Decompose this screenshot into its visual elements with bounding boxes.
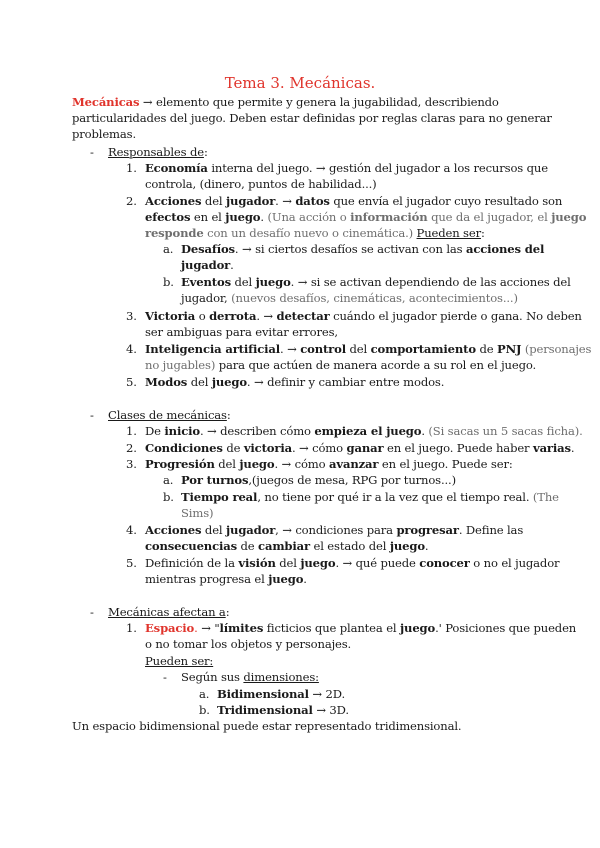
bold: cambiar bbox=[258, 539, 310, 553]
bold: Victoria bbox=[145, 309, 196, 323]
sub-item-tiempo-real bbox=[181, 489, 559, 505]
sub-item-eventos bbox=[181, 274, 571, 290]
heading-text: Clases de mecánicas bbox=[108, 408, 227, 422]
item-number: 1. bbox=[126, 161, 137, 175]
bold: inicio bbox=[164, 424, 200, 438]
sub-item-tiempo-real-line-2: Sims) bbox=[181, 506, 214, 520]
sub-item-bidimensional bbox=[217, 686, 345, 702]
bold: jugador bbox=[181, 258, 231, 272]
sub-letter: b. bbox=[163, 490, 174, 504]
heading-text: Responsables de bbox=[108, 145, 204, 159]
colon: : bbox=[480, 226, 485, 240]
intro-term: Mecánicas bbox=[72, 95, 140, 109]
bold: Bidimensional bbox=[217, 687, 309, 701]
underlined: Pueden ser bbox=[416, 226, 481, 240]
intro-arrow: → bbox=[139, 95, 157, 109]
gray-text: con un desafío nuevo o cinemática.) bbox=[203, 226, 417, 240]
text: o no el jugador bbox=[469, 556, 560, 570]
text: . bbox=[570, 441, 575, 455]
sub-letter: a. bbox=[163, 242, 174, 256]
item-number: 3. bbox=[126, 309, 137, 323]
bold: Economía bbox=[145, 161, 208, 175]
bullet: - bbox=[90, 408, 94, 422]
bold: responde bbox=[145, 226, 204, 240]
section-heading-responsables bbox=[108, 144, 208, 160]
bold: juego bbox=[211, 375, 247, 389]
item-condiciones bbox=[145, 440, 574, 456]
bold: derrota bbox=[209, 309, 257, 323]
item-acciones-line-2 bbox=[145, 209, 586, 225]
bold: información bbox=[350, 210, 428, 224]
text: del bbox=[345, 342, 371, 356]
text: del bbox=[201, 194, 227, 208]
segun-dimensiones bbox=[181, 669, 319, 685]
bold: empieza el juego bbox=[314, 424, 422, 438]
bold: juego bbox=[239, 457, 275, 471]
item-victoria-line-2: ser ambiguas para evitar errores, bbox=[145, 325, 338, 339]
item-vision-line-2 bbox=[145, 571, 307, 587]
bold: visión bbox=[238, 556, 276, 570]
item-espacio bbox=[145, 620, 576, 636]
gray-text: no jugables) bbox=[145, 358, 216, 372]
bold: PNJ bbox=[497, 342, 522, 356]
red-bold: Espacio bbox=[145, 621, 195, 635]
section-heading-clases bbox=[108, 407, 231, 423]
text: Definición de la bbox=[145, 556, 239, 570]
bold: Por turnos bbox=[181, 473, 249, 487]
bold: juego bbox=[400, 621, 436, 635]
bold: progresar bbox=[396, 523, 459, 537]
gray-text: (nuevos desafíos, cinemáticas, acontecimientos...) bbox=[231, 291, 518, 305]
text: . → cómo bbox=[274, 457, 330, 471]
bullet: - bbox=[90, 145, 94, 159]
sub-letter: b. bbox=[163, 275, 174, 289]
bold: Condiciones bbox=[145, 441, 223, 455]
bold: detectar bbox=[276, 309, 330, 323]
text: . → si ciertos desafíos se activan con las bbox=[234, 242, 466, 256]
heading-text: Mecánicas afectan a bbox=[108, 605, 226, 619]
bold: Eventos bbox=[181, 275, 231, 289]
bold: datos bbox=[295, 194, 330, 208]
item-progresion bbox=[145, 456, 513, 472]
text: cuándo el jugador pierde o gana. No deben bbox=[329, 309, 582, 323]
bold: Desafíos bbox=[181, 242, 235, 256]
heading-colon: : bbox=[203, 145, 208, 159]
text: . bbox=[424, 539, 429, 553]
text: . bbox=[230, 258, 234, 272]
gray-text: (personajes bbox=[521, 342, 592, 356]
item-modos bbox=[145, 374, 444, 390]
sub-item-desafios bbox=[181, 241, 544, 257]
intro-line-3: problemas. bbox=[72, 127, 136, 141]
bold: efectos bbox=[145, 210, 191, 224]
text: el estado del bbox=[309, 539, 390, 553]
bold: Acciones bbox=[145, 194, 202, 208]
bold: juego bbox=[255, 275, 291, 289]
text: que envía el jugador cuyo resultado son bbox=[329, 194, 563, 208]
pueden-ser-label: Pueden ser: bbox=[145, 654, 214, 668]
sub-item-desafios-line-2 bbox=[181, 257, 234, 273]
bold: jugador bbox=[226, 523, 276, 537]
text: de bbox=[475, 342, 498, 356]
item-economia-line-2: controla, (dinero, puntos de habilidad...) bbox=[145, 177, 377, 191]
bold: juego bbox=[268, 572, 304, 586]
text: del bbox=[214, 457, 240, 471]
text: De bbox=[145, 424, 165, 438]
item-number: 1. bbox=[126, 424, 137, 438]
text: → 2D. bbox=[308, 687, 345, 701]
bold: Progresión bbox=[145, 457, 215, 471]
text: mientras progresa el bbox=[145, 572, 269, 586]
item-acciones-line-3 bbox=[145, 225, 485, 241]
underlined: dimensiones: bbox=[243, 670, 319, 684]
text: . → bbox=[280, 342, 301, 356]
bold: juego bbox=[551, 210, 587, 224]
section-heading-afectan bbox=[108, 604, 229, 620]
item-acciones bbox=[145, 193, 562, 209]
bold: avanzar bbox=[329, 457, 379, 471]
item-acciones-jugador-line-2 bbox=[145, 538, 428, 554]
item-ia-line-2 bbox=[145, 357, 536, 373]
sub-letter: a. bbox=[199, 687, 210, 701]
item-espacio-line-2: o no tomar los objetos y personajes. bbox=[145, 637, 352, 651]
item-number: 5. bbox=[126, 375, 137, 389]
intro-text-1: elemento que permite y genera la jugabilidad, describiendo bbox=[156, 95, 499, 109]
text: . Define las bbox=[458, 523, 524, 537]
text: . → definir y cambiar entre modos. bbox=[246, 375, 445, 389]
bold: control bbox=[300, 342, 346, 356]
item-number: 1. bbox=[126, 621, 137, 635]
item-victoria bbox=[145, 308, 582, 324]
gray-text: (Si sacas un 5 sacas ficha). bbox=[428, 424, 583, 438]
bold: Tiempo real bbox=[181, 490, 258, 504]
item-number: 4. bbox=[126, 342, 137, 356]
text: . → bbox=[256, 309, 277, 323]
item-number: 2. bbox=[126, 441, 137, 455]
item-vision bbox=[145, 555, 559, 571]
text: en el juego. Puede ser: bbox=[378, 457, 513, 471]
item-economia bbox=[145, 160, 548, 176]
text: → " bbox=[197, 621, 220, 635]
footer-note: Un espacio bidimensional puede estar representado tridimensional. bbox=[72, 719, 462, 733]
text: . → si se activan dependiendo de las acciones del bbox=[290, 275, 571, 289]
bold: juego bbox=[389, 539, 425, 553]
text: .' Posiciones que pueden bbox=[435, 621, 577, 635]
bold: Inteligencia artificial bbox=[145, 342, 281, 356]
text: ficticios que plantea el bbox=[263, 621, 400, 635]
text: del bbox=[187, 375, 212, 389]
text: . bbox=[421, 424, 429, 438]
bold: Acciones bbox=[145, 523, 202, 537]
item-ia bbox=[145, 341, 591, 357]
bold: consecuencias bbox=[145, 539, 237, 553]
bold: Modos bbox=[145, 375, 188, 389]
text: del bbox=[230, 275, 256, 289]
sub-letter: a. bbox=[163, 473, 174, 487]
bold: victoria bbox=[243, 441, 292, 455]
gray-text: (The bbox=[532, 490, 559, 504]
red-text: . bbox=[194, 621, 198, 635]
heading-colon: : bbox=[225, 605, 230, 619]
text: en el bbox=[190, 210, 226, 224]
text: interna del juego. → gestión del jugador a los recursos que bbox=[207, 161, 548, 175]
gray-text: (Una acción o bbox=[267, 210, 351, 224]
sub-letter: b. bbox=[199, 703, 210, 717]
text: . bbox=[303, 572, 307, 586]
item-number: 3. bbox=[126, 457, 137, 471]
bold: juego bbox=[225, 210, 261, 224]
bold: ganar bbox=[346, 441, 384, 455]
text: o bbox=[195, 309, 210, 323]
text: de bbox=[222, 441, 244, 455]
text: . → bbox=[275, 194, 296, 208]
text: , no tiene por qué ir a la vez que el tiempo real. bbox=[257, 490, 533, 504]
bold: comportamiento bbox=[370, 342, 476, 356]
bold: acciones del bbox=[466, 242, 545, 256]
item-number: 5. bbox=[126, 556, 137, 570]
text: . bbox=[260, 210, 268, 224]
intro-line-2: particularidades del juego. Deben estar definidas por reglas claras para no generar bbox=[72, 111, 552, 125]
bold: Tridimensional bbox=[217, 703, 313, 717]
text: . → describen cómo bbox=[199, 424, 315, 438]
sub-item-turnos bbox=[181, 472, 456, 488]
sub-item-eventos-line-2 bbox=[181, 290, 518, 306]
bold: límites bbox=[219, 621, 264, 635]
text: ,(juegos de mesa, RPG por turnos...) bbox=[248, 473, 456, 487]
item-number: 4. bbox=[126, 523, 137, 537]
item-acciones-jugador bbox=[145, 522, 523, 538]
text: para que actúen de manera acorde a su rol en el juego. bbox=[215, 358, 537, 372]
bold: varias bbox=[532, 441, 571, 455]
bold: juego bbox=[300, 556, 336, 570]
text: , → condiciones para bbox=[275, 523, 397, 537]
text: del bbox=[201, 523, 227, 537]
bold: jugador bbox=[226, 194, 276, 208]
text: en el juego. Puede haber bbox=[383, 441, 533, 455]
intro-line-1 bbox=[72, 94, 499, 110]
bold: conocer bbox=[419, 556, 470, 570]
item-number: 2. bbox=[126, 194, 137, 208]
text: Según sus bbox=[181, 670, 244, 684]
text: . → qué puede bbox=[335, 556, 420, 570]
text: del bbox=[275, 556, 301, 570]
text: . → cómo bbox=[291, 441, 347, 455]
heading-colon: : bbox=[226, 408, 231, 422]
text: de bbox=[236, 539, 259, 553]
sub-item-tridimensional bbox=[217, 702, 349, 718]
text: jugador, bbox=[181, 291, 232, 305]
gray-text: que da el jugador, el bbox=[427, 210, 552, 224]
text: → 3D. bbox=[312, 703, 349, 717]
bullet: - bbox=[90, 605, 94, 619]
bullet: - bbox=[163, 670, 167, 684]
item-inicio bbox=[145, 423, 583, 439]
page-title: Tema 3. Mecánicas. bbox=[224, 74, 376, 92]
